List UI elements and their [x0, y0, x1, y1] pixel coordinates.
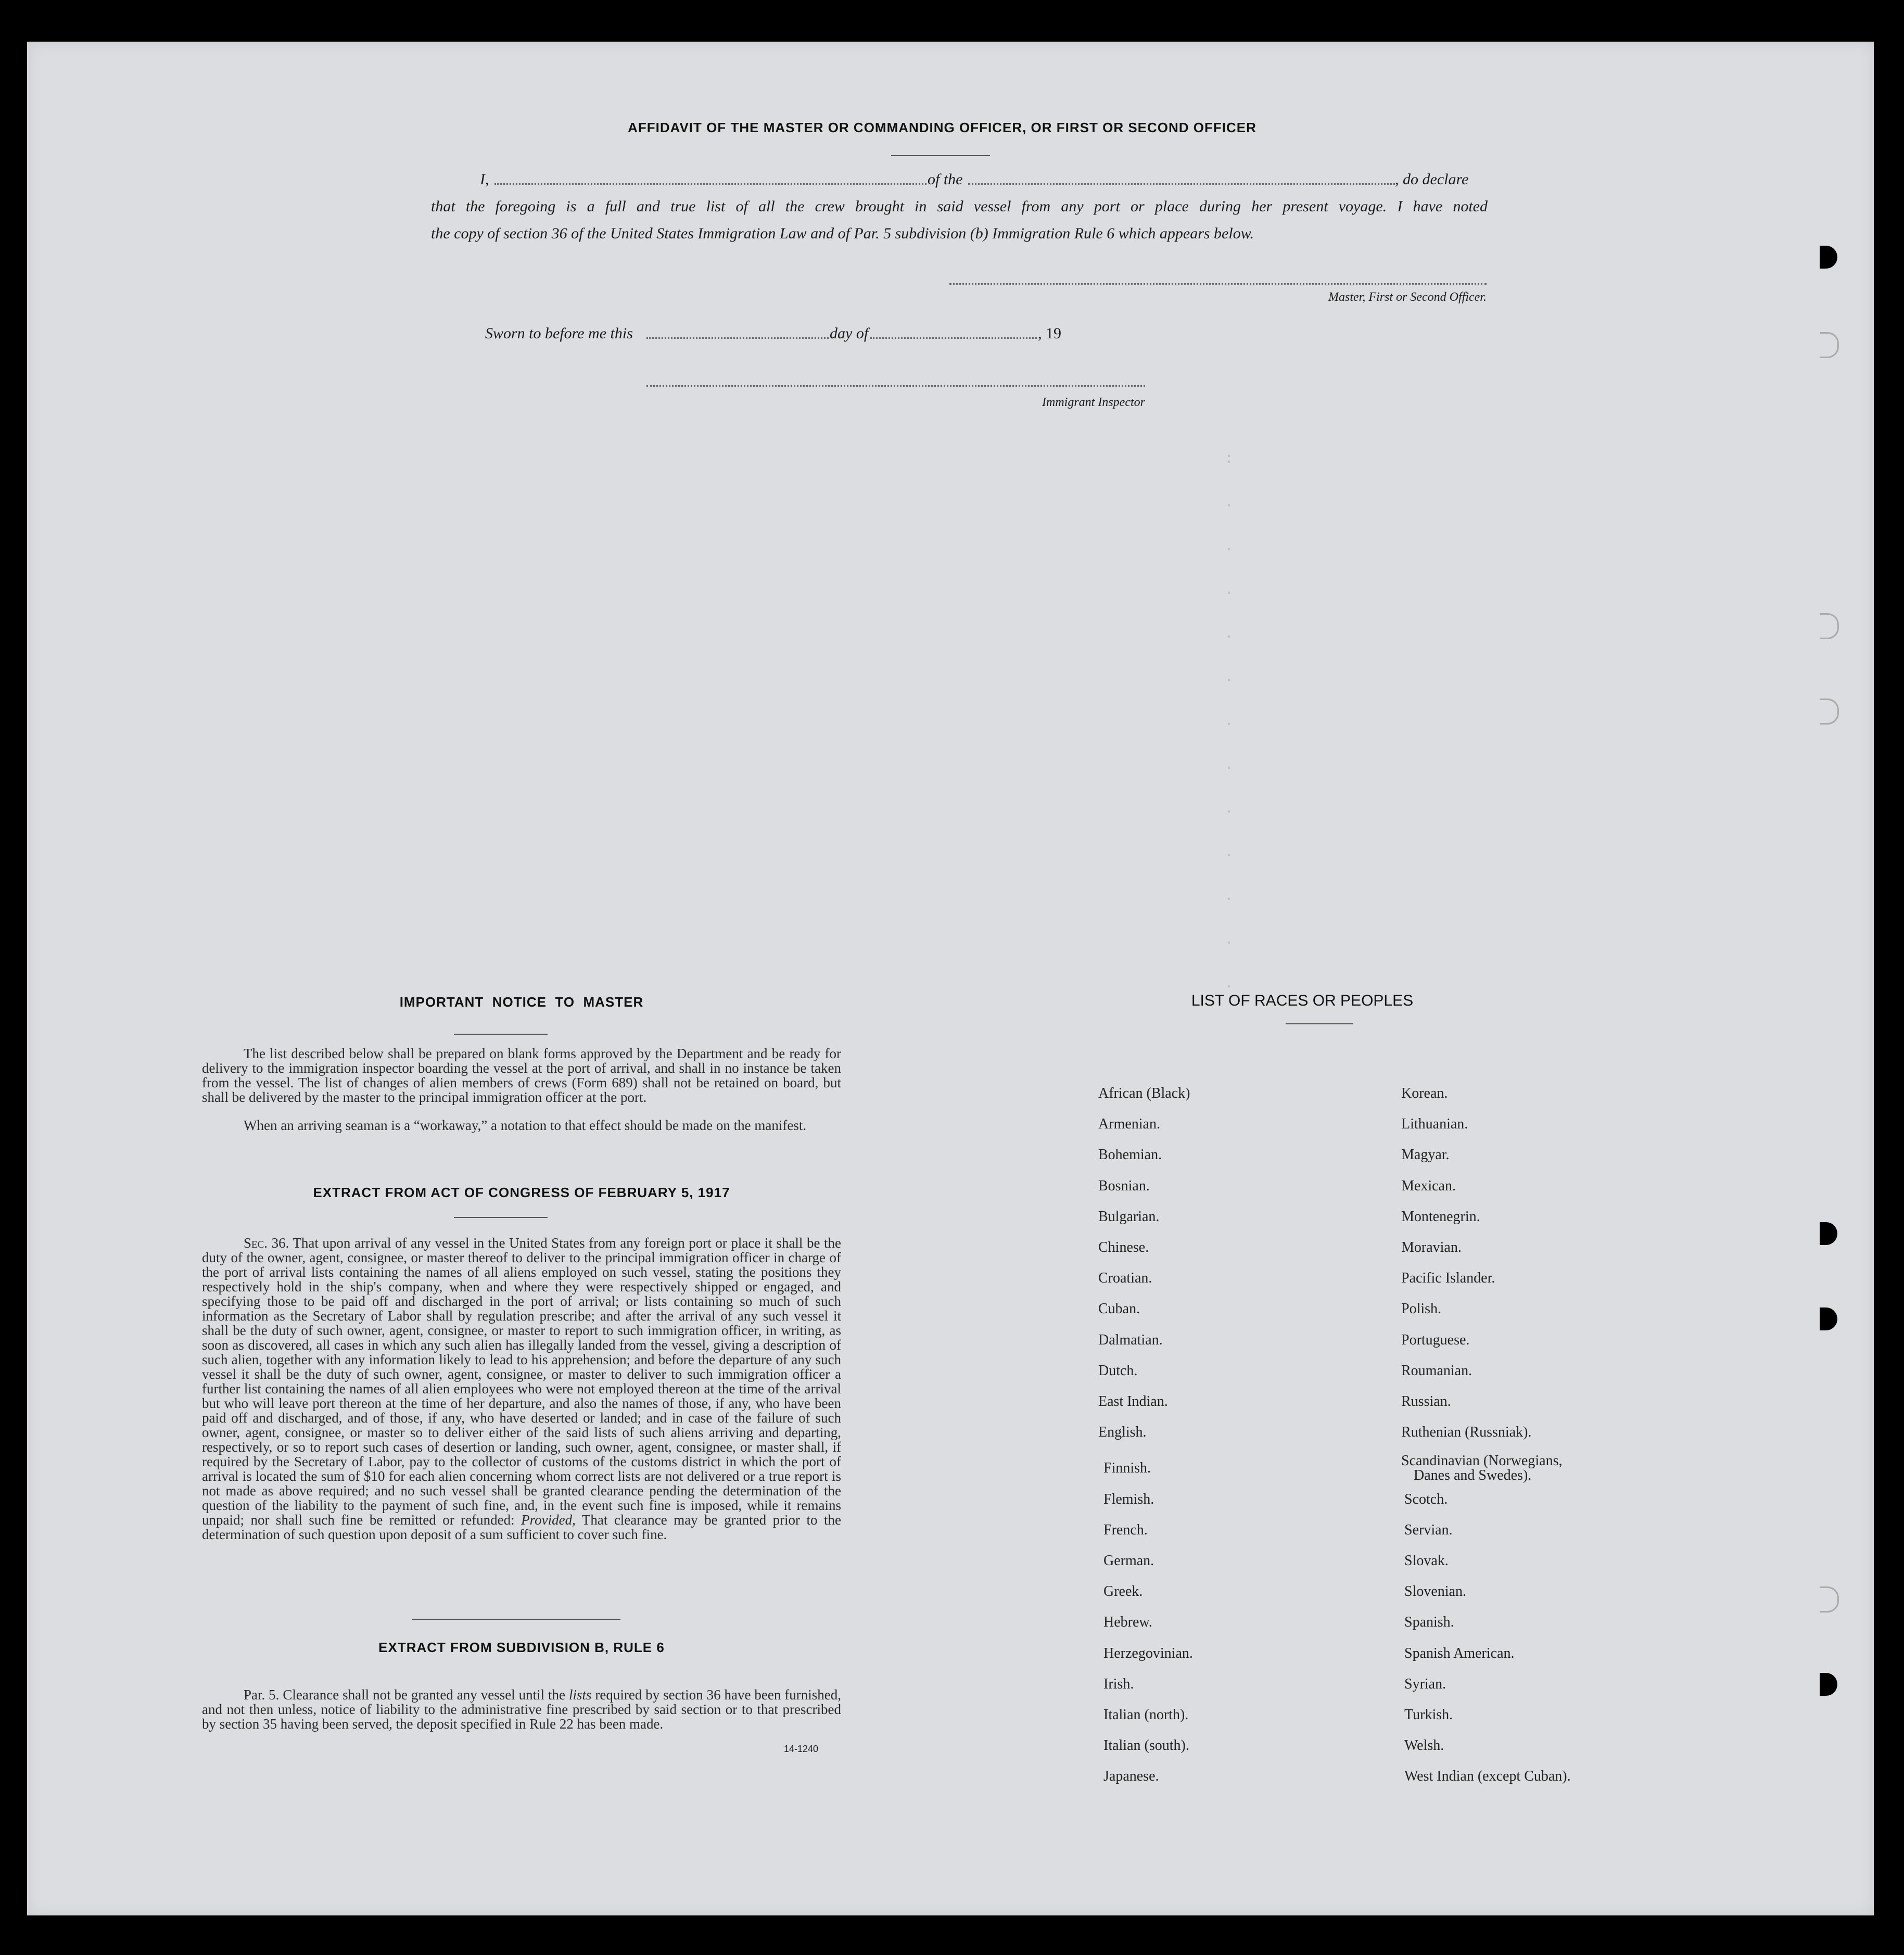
race-item: Scandinavian (Norwegians, [1401, 1453, 1563, 1469]
race-item: Finnish. [1103, 1460, 1151, 1477]
sec-36-body-end: That clearance may be granted prior to the determination of such question upon deposit of a sum sufficient to cover such fine. [202, 1512, 841, 1542]
race-item: Japanese. [1103, 1768, 1159, 1785]
race-item: Croatian. [1098, 1270, 1152, 1287]
race-item: English. [1098, 1424, 1147, 1441]
race-item: Slovak. [1404, 1553, 1449, 1569]
race-item: Dutch. [1098, 1362, 1138, 1379]
notice-title: IMPORTANT NOTICE TO MASTER [399, 994, 644, 1010]
races-title: LIST OF RACES OR PEOPLES [1191, 992, 1414, 1009]
race-item: Bulgarian. [1098, 1208, 1160, 1225]
race-item: Servian. [1404, 1521, 1453, 1538]
sec-36-body: 36. That upon arrival of any vessel in the United States from any foreign port or place it shall be the duty of the owner, agent, consignee, or master thereof to deliver to the principal immigration officer in charge of the port of arrival lists containing the names of all aliens employed on such vessel, stating the positions they respectively hold in the ship's company, when and where they were respectively shipped or engaged, and specifying those to be paid off and discharged in the port of arrival; or lists containing so much of such information as the Secretary of Labor shall by regulation prescribe; and after the arrival of any such vessel it shall be the duty of such owner, agent, consignee, or master to report to such immigration officer, in writing, as soon as discovered, all cases in which any such alien has illegally landed from the vessel, giving a description of such alien, together with any information likely to lead to his apprehension; and before the departure of any such vessel it shall be the duty of such owner, agent, consignee, or master to deliver to such immigration officer a further list containing the names of all alien employees who were not employed thereon at the time of the arrival but who will leave port thereon at the time of her departure, and also the names of those, if any, who have been paid off and discharged, and of those, if any, who have deserted or landed; and in case of the failure of such owner, agent, consignee, or master so to deliver either of the said lists of such aliens arriving and departing, respectively, or so to report such cases of desertion or landing, such owner, agent, consignee, or master shall, if required by the Secretary of Labor, pay to the collector of customs of the customs district in which the port of arrival is located the sum of $10 for each alien concerning whom correct lists are not delivered or a true report is not made as above required; and no such vessel shall be granted clearance pending the determination of the question of the liability to the payment of such fine, and, in the event such fine is imposed, while it remains unpaid; nor shall such fine be remitted or refunded: [202, 1235, 841, 1528]
lists-word: lists [568, 1687, 592, 1703]
race-item: Montenegrin. [1401, 1208, 1480, 1225]
race-item: East Indian. [1098, 1393, 1168, 1410]
binder-hole [1820, 1222, 1837, 1245]
binder-hole [1820, 1586, 1839, 1613]
affidavit-title: AFFIDAVIT OF THE MASTER OR COMMANDING OFFICER, OR FIRST OR SECOND OFFICER [628, 120, 1256, 135]
race-item: Lithuanian. [1401, 1116, 1468, 1133]
race-item: Ruthenian (Russniak). [1401, 1424, 1532, 1441]
race-item: African (Black) [1098, 1085, 1190, 1101]
race-item: Cuban. [1098, 1301, 1140, 1317]
race-item: Herzegovinian. [1103, 1645, 1193, 1661]
notice-paragraph-1: The list described below shall be prepared on blank forms approved by the Department and be ready for delivery to the immigration inspector boarding the vessel at the port of arrival, and shall in no instance be taken from the vessel. The list of changes of alien members of crews (Form 689) shall not be retained on board, but shall be delivered by the master to the principal immigration officer at the port. [202, 1046, 841, 1105]
race-item: Pacific Islander. [1401, 1270, 1495, 1287]
binder-hole [1820, 1307, 1837, 1330]
race-item: Armenian. [1098, 1116, 1160, 1133]
race-item: Dalmatian. [1098, 1331, 1163, 1348]
race-item: German. [1103, 1553, 1154, 1569]
sworn-year-label: , 19 [1038, 325, 1061, 342]
document-page [27, 42, 1874, 1915]
notice-paragraph-2: When an arriving seaman is a “workaway,” a notation to that effect should be made on the manifest. [244, 1118, 807, 1133]
officer-signature-caption: Master, First or Second Officer. [1328, 290, 1487, 304]
binder-hole [1820, 332, 1839, 358]
race-item: Welsh. [1404, 1737, 1444, 1754]
affidavit-of-the-label: of the [928, 171, 963, 188]
binder-hole [1820, 246, 1837, 269]
divider [1286, 1023, 1353, 1024]
name-field[interactable] [494, 183, 926, 185]
race-item: Russian. [1401, 1393, 1451, 1410]
affidavit-line-1 [480, 171, 1484, 192]
par-5-body-a: Par. 5. Clearance shall not be granted any vessel until the [244, 1687, 569, 1703]
race-item: Magyar. [1401, 1147, 1450, 1163]
divider [454, 1034, 548, 1035]
divider [412, 1619, 620, 1620]
affidavit-i-label: I, [480, 171, 489, 188]
bleed-through-marks: : . . . . . . . . . . . . [1224, 450, 1234, 993]
binder-hole [1820, 613, 1839, 639]
race-item: Spanish American. [1404, 1645, 1515, 1661]
race-item: West Indian (except Cuban). [1404, 1768, 1571, 1785]
affidavit-line-3: the copy of section 36 of the United States Immigration Law and of Par. 5 subdivision (b) Immigration Rule 6 which appears below. [431, 225, 1254, 242]
race-item: Irish. [1103, 1675, 1134, 1692]
sworn-prefix: Sworn to before me this [485, 325, 633, 342]
sworn-day-field[interactable] [646, 337, 829, 339]
rule-extract-title: EXTRACT FROM SUBDIVISION B, RULE 6 [378, 1640, 665, 1655]
race-item: Roumanian. [1401, 1362, 1473, 1379]
inspector-signature-field[interactable] [646, 385, 1145, 387]
divider [454, 1217, 548, 1218]
race-item: Bosnian. [1098, 1177, 1150, 1194]
race-item: Danes and Swedes). [1414, 1467, 1532, 1484]
race-item: Italian (north). [1103, 1707, 1189, 1723]
race-item: Turkish. [1404, 1707, 1453, 1723]
race-item: Syrian. [1404, 1675, 1446, 1692]
binder-hole [1820, 699, 1839, 725]
race-item: Chinese. [1098, 1239, 1149, 1255]
affidavit-line-2: that the foregoing is a full and true list of all the crew brought in said vessel from any port or place during her present voyage. I have noted [431, 198, 1488, 215]
race-item: Italian (south). [1103, 1737, 1189, 1754]
binder-hole [1820, 1673, 1837, 1696]
race-item: Hebrew. [1103, 1614, 1152, 1631]
race-item: Korean. [1401, 1085, 1448, 1101]
provided-word: Provided, [521, 1512, 576, 1528]
race-item: Bohemian. [1098, 1147, 1162, 1163]
affidavit-declare-label: , do declare [1395, 171, 1469, 188]
race-item: Mexican. [1401, 1177, 1456, 1194]
race-item: Spanish. [1404, 1614, 1454, 1631]
race-item: French. [1103, 1521, 1148, 1538]
officer-signature-field[interactable] [949, 283, 1487, 285]
race-item: Flemish. [1103, 1491, 1154, 1507]
act-extract-title: EXTRACT FROM ACT OF CONGRESS OF FEBRUARY 5, 1917 [313, 1185, 730, 1200]
race-item: Greek. [1103, 1583, 1143, 1600]
race-item: Scotch. [1404, 1491, 1448, 1507]
sworn-day-of-label: day of [830, 325, 869, 342]
inspector-caption: Immigrant Inspector [1042, 396, 1145, 409]
vessel-field[interactable] [968, 183, 1395, 185]
section-36-text [202, 1236, 841, 1542]
sworn-month-field[interactable] [870, 337, 1037, 339]
race-item: Moravian. [1401, 1239, 1462, 1255]
par-5-body-b: required by section 36 have been furnished, and not then unless, notice of liability to the administrative fine prescribed by said section or to that prescribed by section 35 having been served, the deposit specified in Rule 22 has been made. [202, 1687, 841, 1732]
form-number: 14-1240 [784, 1744, 819, 1754]
divider [891, 155, 990, 156]
race-item: Polish. [1401, 1301, 1442, 1317]
sec-label: Sec. [244, 1235, 268, 1251]
race-item: Portuguese. [1401, 1331, 1470, 1348]
par-5-text [202, 1687, 841, 1731]
race-item: Slovenian. [1404, 1583, 1466, 1600]
